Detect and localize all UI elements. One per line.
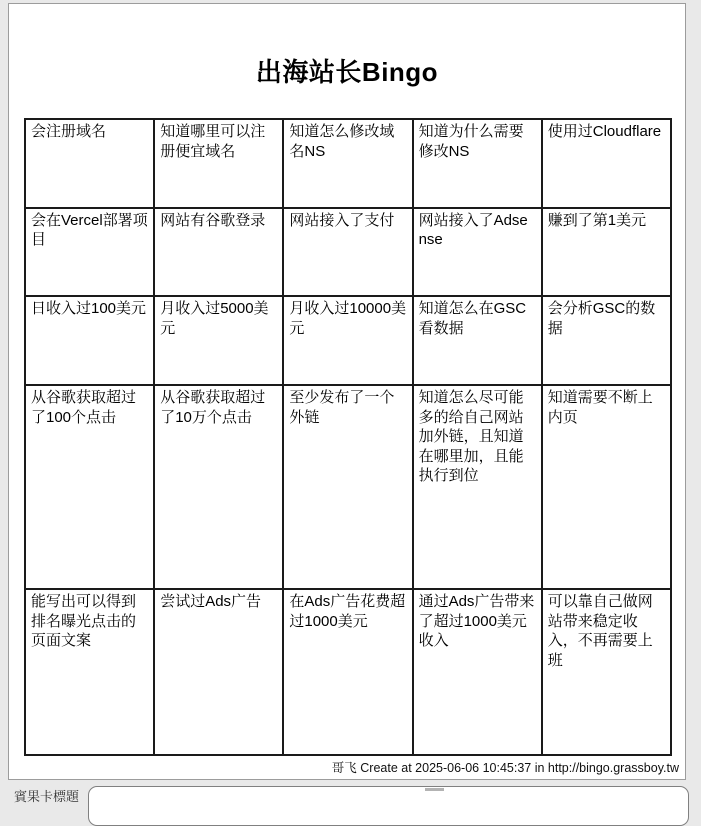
- bingo-cell[interactable]: 尝试过Ads广告: [154, 589, 283, 755]
- bingo-row: [25, 208, 671, 297]
- bingo-cell[interactable]: 赚到了第1美元: [542, 208, 671, 297]
- bingo-cell[interactable]: 知道怎么在GSC看数据: [413, 296, 542, 385]
- bingo-cell[interactable]: 从谷歌获取超过了10万个点击: [154, 385, 283, 589]
- card-title-label: 賓果卡標題: [14, 789, 80, 804]
- bingo-row: [25, 119, 671, 208]
- bingo-cell[interactable]: 至少发布了一个外链: [283, 385, 412, 589]
- bingo-cell[interactable]: 日收入过100美元: [25, 296, 154, 385]
- bingo-card: [8, 3, 686, 780]
- bingo-row: [25, 296, 671, 385]
- bingo-cell[interactable]: 会分析GSC的数据: [542, 296, 671, 385]
- bingo-cell[interactable]: 可以靠自己做网站带来稳定收入，不再需要上班: [542, 589, 671, 755]
- bingo-cell[interactable]: 从谷歌获取超过了100个点击: [25, 385, 154, 589]
- bingo-cell[interactable]: 会在Vercel部署项目: [25, 208, 154, 297]
- bingo-cell[interactable]: 会注册域名: [25, 119, 154, 208]
- bingo-cell[interactable]: 使用过Cloudflare: [542, 119, 671, 208]
- bingo-cell[interactable]: 网站有谷歌登录: [154, 208, 283, 297]
- bingo-row: [25, 589, 671, 755]
- bingo-cell[interactable]: 知道怎么修改域名NS: [283, 119, 412, 208]
- page-title: 出海站长Bingo: [255, 57, 439, 87]
- bingo-cell[interactable]: 知道为什么需要修改NS: [413, 119, 542, 208]
- bingo-cell[interactable]: 月收入过5000美元: [154, 296, 283, 385]
- bingo-cell[interactable]: 知道哪里可以注册便宜域名: [154, 119, 283, 208]
- bingo-cell[interactable]: 知道怎么尽可能多的给自己网站加外链，且知道在哪里加，且能执行到位: [413, 385, 542, 589]
- bingo-cell[interactable]: 网站接入了支付: [283, 208, 412, 297]
- credit-line: 哥飞 Create at 2025-06-06 10:45:37 in http://bingo.grassboy.tw: [331, 761, 679, 775]
- bingo-cell[interactable]: 能写出可以得到排名曝光点击的页面文案: [25, 589, 154, 755]
- bingo-row: [25, 385, 671, 589]
- card-title-input[interactable]: [88, 786, 689, 826]
- bingo-cell[interactable]: 网站接入了Adsense: [413, 208, 542, 297]
- bingo-grid: [24, 118, 672, 756]
- bingo-cell[interactable]: 在Ads广告花费超过1000美元: [283, 589, 412, 755]
- bingo-cell[interactable]: 通过Ads广告带来了超过1000美元收入: [413, 589, 542, 755]
- bingo-cell[interactable]: 月收入过10000美元: [283, 296, 412, 385]
- bingo-cell[interactable]: 知道需要不断上内页: [542, 385, 671, 589]
